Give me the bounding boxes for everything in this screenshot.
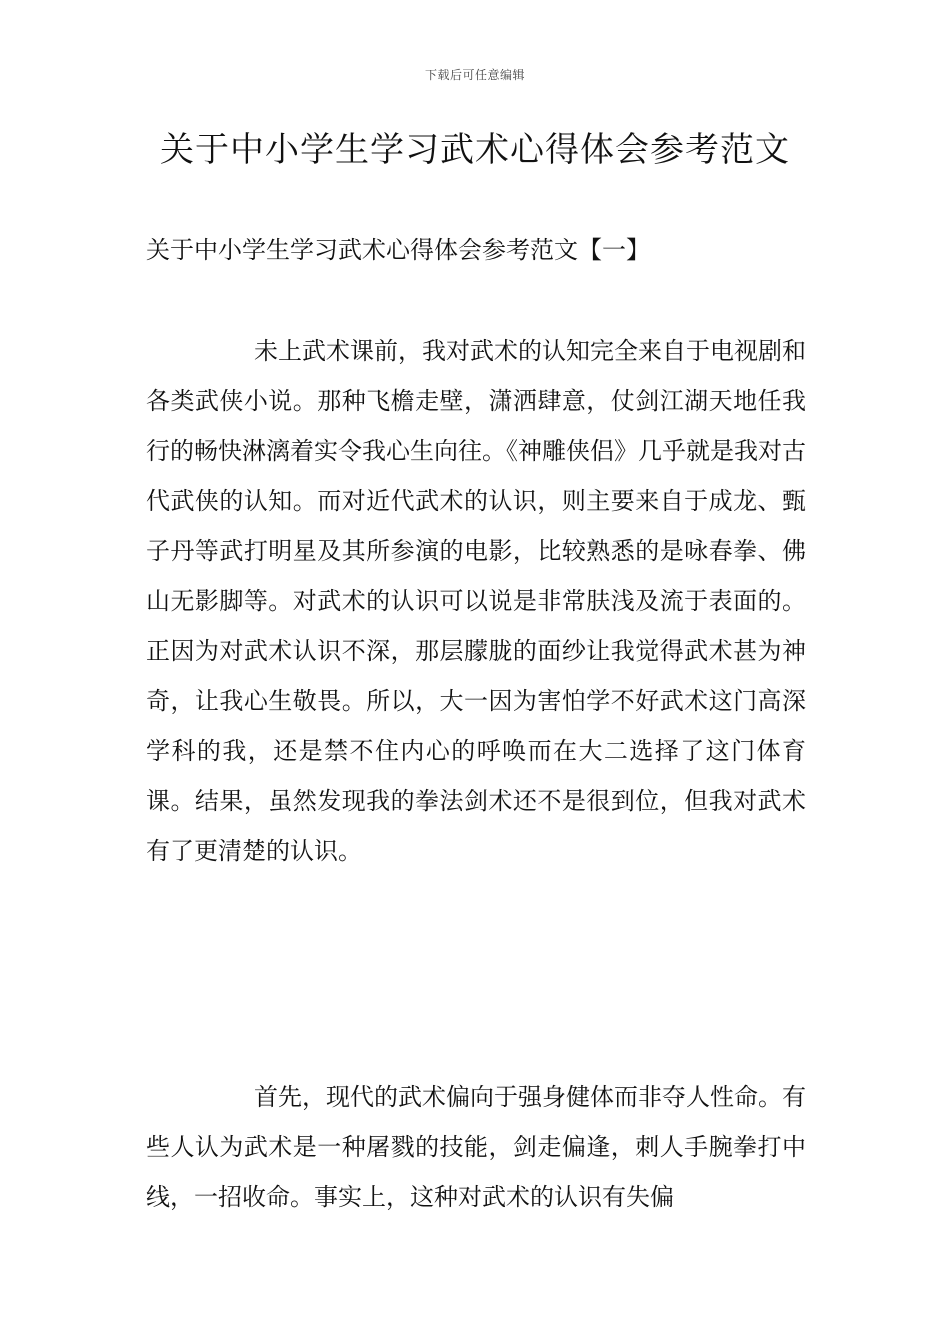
section-heading: 关于中小学生学习武术心得体会参考范文【一】 [146,236,650,264]
body-paragraph-1: 未上武术课前，我对武术的认知完全来自于电视剧和各类武侠小说。那种飞檐走壁，潇洒肆意，仗剑江湖天地任我行的畅快淋漓着实令我心生向往。《神雕侠侣》几乎就是我对古代武侠的认知。而对近代武术的认识，则主要来自于成龙、甄子丹等武打明星及其所参演的电影，比较熟悉的是咏春拳、佛山无影脚等。对武术的认识可以说是非常肤浅及流于表面的。正因为对武术认识不深，那层朦胧的面纱让我觉得武术甚为神奇，让我心生敬畏。所以，大一因为害怕学不好武术这门高深学科的我，还是禁不住内心的呼唤而在大二选择了这门体育课。结果，虽然发现我的拳法剑术还不是很到位，但我对武术有了更清楚的认识。 [146,337,806,865]
document-title: 关于中小学生学习武术心得体会参考范文 [160,130,790,170]
body-paragraph-2: 首先，现代的武术偏向于强身健体而非夺人性命。有些人认为武术是一种屠戮的技能，剑走偏逢，刺人手腕拳打中线，一招收命。事实上，这种对武术的认识有失偏 [146,1083,806,1211]
header-note: 下载后可任意编辑 [424,68,525,82]
